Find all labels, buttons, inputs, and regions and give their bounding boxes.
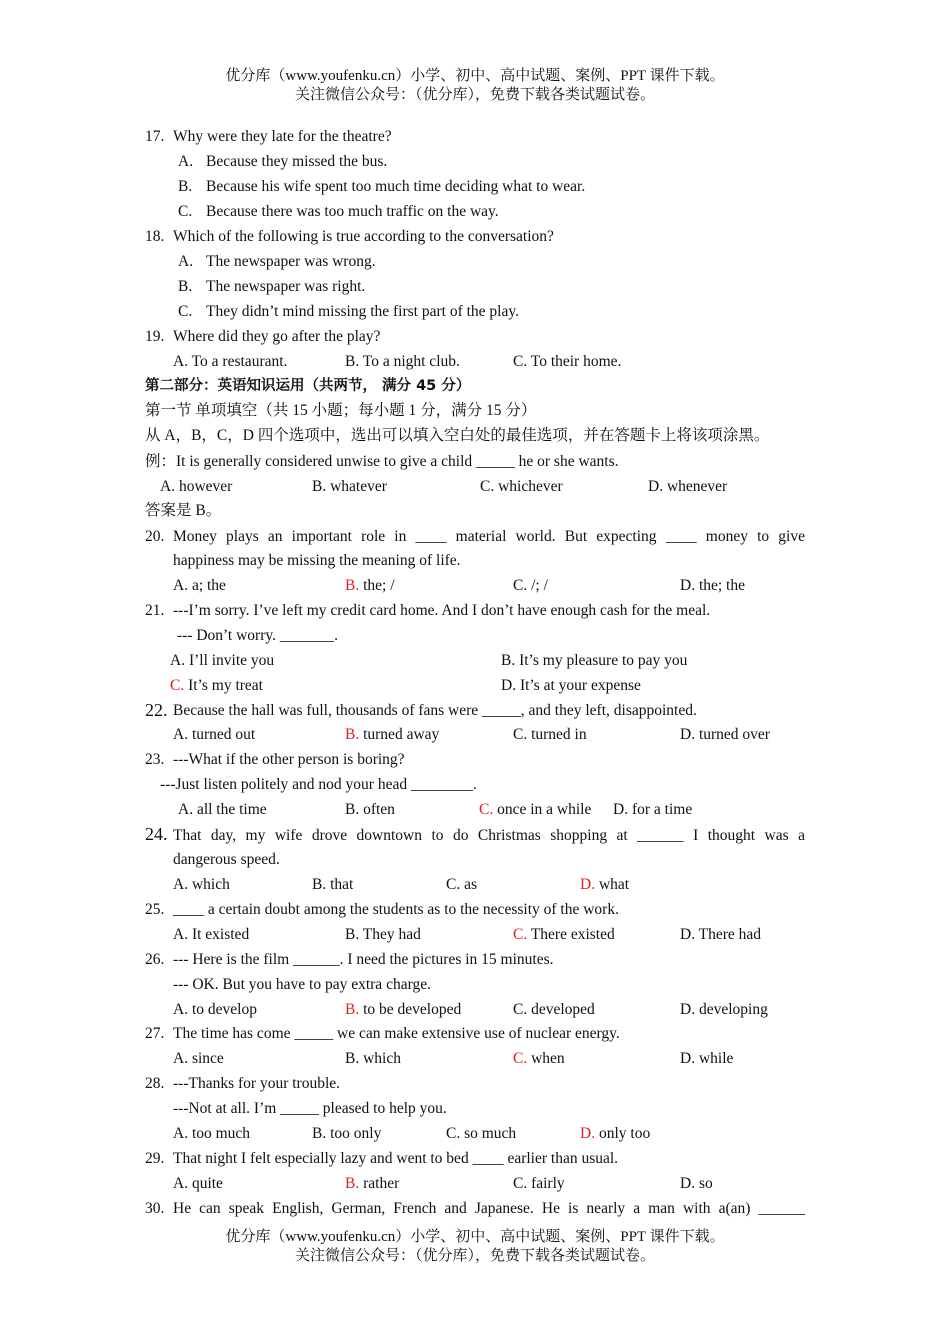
q27-text: The time has come _____ we can make extensive use of nuclear energy. (173, 1025, 620, 1042)
q23-option-c (479, 800, 591, 820)
q17-option-a: Because they missed the bus. (206, 153, 388, 170)
q28-option-b: B. too only (312, 1125, 382, 1142)
q28-option-c: C. so much (446, 1125, 517, 1142)
q17-option-c-letter: C. (178, 203, 193, 220)
q28-option-d (580, 1124, 650, 1144)
q24-answer-letter: D. (580, 876, 596, 893)
example-option-b: B. whatever (312, 478, 387, 495)
q24-option-a: A. which (173, 876, 230, 893)
header-line-2: 关注微信公众号：（优分库），免费下载各类试题试卷。 (294, 87, 655, 103)
q26-number: 26. (145, 951, 165, 968)
q25-number: 25. (145, 901, 165, 918)
q23-option-a: A. all the time (178, 801, 267, 818)
q24-option-c: C. as (446, 876, 477, 893)
part2-title: 第二部分：英语知识运用（共两节， 满分 45 分） (145, 378, 471, 394)
example-option-d: D. whenever (648, 478, 728, 495)
q25-option-d: D. There had (680, 926, 762, 943)
q26-option-c: C. developed (513, 1001, 595, 1018)
q17-option-c: Because there was too much traffic on the way. (206, 203, 499, 220)
q25-answer-letter: C. (513, 926, 528, 943)
footer-line-1: 优分库（www.youfenku.cn）小学、初中、高中试题、案例、PPT 课件下载。 (225, 1229, 725, 1245)
section1-instruction: 从 A，B，C，D 四个选项中，选出可以填入空白处的最佳选项，并在答题卡上将该项涂黑。 (145, 427, 770, 444)
q18-option-a: The newspaper was wrong. (206, 253, 376, 270)
q29-option-c: C. fairly (513, 1175, 565, 1192)
q21-text-line-1: ---I’m sorry. I’ve left my credit card home. And I don’t have enough cash for the meal. (173, 602, 711, 619)
q22-text: Because the hall was full, thousands of fans were _____, and they left, disappointed. (173, 702, 697, 719)
q21-option-a: A. I’ll invite you (170, 652, 275, 669)
q24-number: 24. (145, 824, 168, 844)
q22-option-d: D. turned over (680, 726, 770, 743)
example-option-a: A. however (160, 478, 233, 495)
q20-option-b-text: the; / (359, 577, 395, 594)
q28-number: 28. (145, 1075, 165, 1092)
q22-option-c: C. turned in (513, 726, 587, 743)
example-option-c: C. whichever (480, 478, 563, 495)
q20-number: 20. (145, 528, 165, 545)
q23-number: 23. (145, 751, 165, 768)
q25-option-a: A. It existed (173, 926, 250, 943)
q23-text-line-2: ---Just listen politely and nod your head ________. (160, 776, 477, 793)
q24-text-line-2: dangerous speed. (173, 851, 280, 868)
q30-text: He can speak English, German, French and Japanese. He is nearly a man with a(an) ______ (173, 1200, 805, 1217)
q27-option-d: D. while (680, 1050, 734, 1067)
q18-number: 18. (145, 228, 165, 245)
q20-answer-letter: B. (345, 577, 360, 594)
page-header (0, 67, 950, 105)
q29-option-d: D. so (680, 1175, 713, 1192)
example-sentence: 例：It is generally considered unwise to give a child _____ he or she wants. (145, 453, 619, 470)
q17-number: 17. (145, 128, 165, 145)
q29-answer-letter: B. (345, 1175, 360, 1192)
q17-option-b: Because his wife spent too much time deciding what to wear. (206, 178, 586, 195)
q22-number: 22. (145, 700, 168, 720)
q23-text-line-1: ---What if the other person is boring? (173, 751, 405, 768)
q24-option-d-text: what (595, 876, 630, 893)
q25-option-c (513, 925, 615, 945)
q29-number: 29. (145, 1150, 165, 1167)
q26-text-line-1: --- Here is the film ______. I need the pictures in 15 minutes. (173, 951, 554, 968)
q20-option-d: D. the; the (680, 577, 745, 594)
q21-option-d: D. It’s at your expense (501, 677, 641, 694)
q19-option-a: A. To a restaurant. (173, 353, 288, 370)
q27-answer-letter: C. (513, 1050, 528, 1067)
q28-option-a: A. too much (173, 1125, 251, 1142)
footer-line-2: 关注微信公众号：（优分库），免费下载各类试题试卷。 (294, 1248, 655, 1264)
section1-title: 第一节 单项填空（共 15 小题；每小题 1 分，满分 15 分） (145, 402, 537, 419)
q18-option-b: The newspaper was right. (206, 278, 366, 295)
q19-option-b: B. To a night club. (345, 353, 460, 370)
q19-number: 19. (145, 328, 165, 345)
q23-answer-letter: C. (479, 801, 494, 818)
q28-option-d-text: only too (595, 1125, 651, 1142)
q18-option-a-letter: A. (178, 253, 194, 270)
q18-option-c-letter: C. (178, 303, 193, 320)
q27-option-a: A. since (173, 1050, 224, 1067)
q19-option-c: C. To their home. (513, 353, 622, 370)
q30-number: 30. (145, 1200, 165, 1217)
q23-option-b: B. often (345, 801, 395, 818)
q20-option-a: A. a; the (173, 577, 226, 594)
q27-option-b: B. which (345, 1050, 401, 1067)
q28-answer-letter: D. (580, 1125, 596, 1142)
q20-option-c: C. /; / (513, 577, 548, 594)
q22-option-b (345, 725, 439, 745)
header-line-1: 优分库（www.youfenku.cn）小学、初中、高中试题、案例、PPT 课件下载。 (225, 68, 725, 84)
q26-option-a: A. to develop (173, 1001, 257, 1018)
q22-option-a: A. turned out (173, 726, 256, 743)
q21-text-line-2: --- Don’t worry. _______. (177, 627, 339, 644)
q27-option-c (513, 1049, 565, 1069)
q25-text: ____ a certain doubt among the students as to the necessity of the work. (173, 901, 619, 918)
q25-option-c-text: There existed (527, 926, 615, 943)
q25-option-b: B. They had (345, 926, 421, 943)
page-footer (0, 1228, 950, 1266)
q23-option-c-text: once in a while (493, 801, 592, 818)
q20-text-line-1: Money plays an important role in ____ material world. But expecting ____ money to give (173, 528, 805, 545)
q26-option-d: D. developing (680, 1001, 768, 1018)
q26-option-b (345, 1000, 461, 1020)
q20-text-line-2: happiness may be missing the meaning of life. (173, 552, 461, 569)
example-answer: 答案是 B。 (145, 502, 222, 519)
q22-answer-letter: B. (345, 726, 360, 743)
q29-option-b (345, 1174, 399, 1194)
q18-text: Which of the following is true according to the conversation? (173, 228, 554, 245)
q24-text-line-1: That day, my wife drove downtown to do Christmas shopping at ______ I thought was a (173, 827, 805, 844)
q21-option-c (170, 676, 263, 696)
q24-option-d (580, 875, 629, 895)
q17-text: Why were they late for the theatre? (173, 128, 392, 145)
q22-option-b-text: turned away (359, 726, 440, 743)
q29-text: That night I felt especially lazy and went to bed ____ earlier than usual. (173, 1150, 619, 1167)
q27-option-c-text: when (527, 1050, 565, 1067)
q27-number: 27. (145, 1025, 165, 1042)
q17-option-b-letter: B. (178, 178, 193, 195)
q21-answer-letter: C. (170, 677, 185, 694)
q18-option-b-letter: B. (178, 278, 193, 295)
q28-text-line-2: ---Not at all. I’m _____ pleased to help you. (173, 1100, 447, 1117)
q29-option-b-text: rather (359, 1175, 400, 1192)
q20-option-b (345, 576, 395, 596)
q17-option-a-letter: A. (178, 153, 194, 170)
q24-option-b: B. that (312, 876, 354, 893)
q23-option-d: D. for a time (613, 801, 693, 818)
q18-option-c: They didn’t mind missing the first part of the play. (206, 303, 519, 320)
q28-text-line-1: ---Thanks for your trouble. (173, 1075, 341, 1092)
q26-answer-letter: B. (345, 1001, 360, 1018)
q21-number: 21. (145, 602, 165, 619)
q19-text: Where did they go after the play? (173, 328, 381, 345)
q26-text-line-2: --- OK. But you have to pay extra charge. (173, 976, 431, 993)
q21-option-c-text: It’s my treat (184, 677, 263, 694)
q21-option-b: B. It’s my pleasure to pay you (501, 652, 688, 669)
q26-option-b-text: to be developed (359, 1001, 462, 1018)
q29-option-a: A. quite (173, 1175, 223, 1192)
